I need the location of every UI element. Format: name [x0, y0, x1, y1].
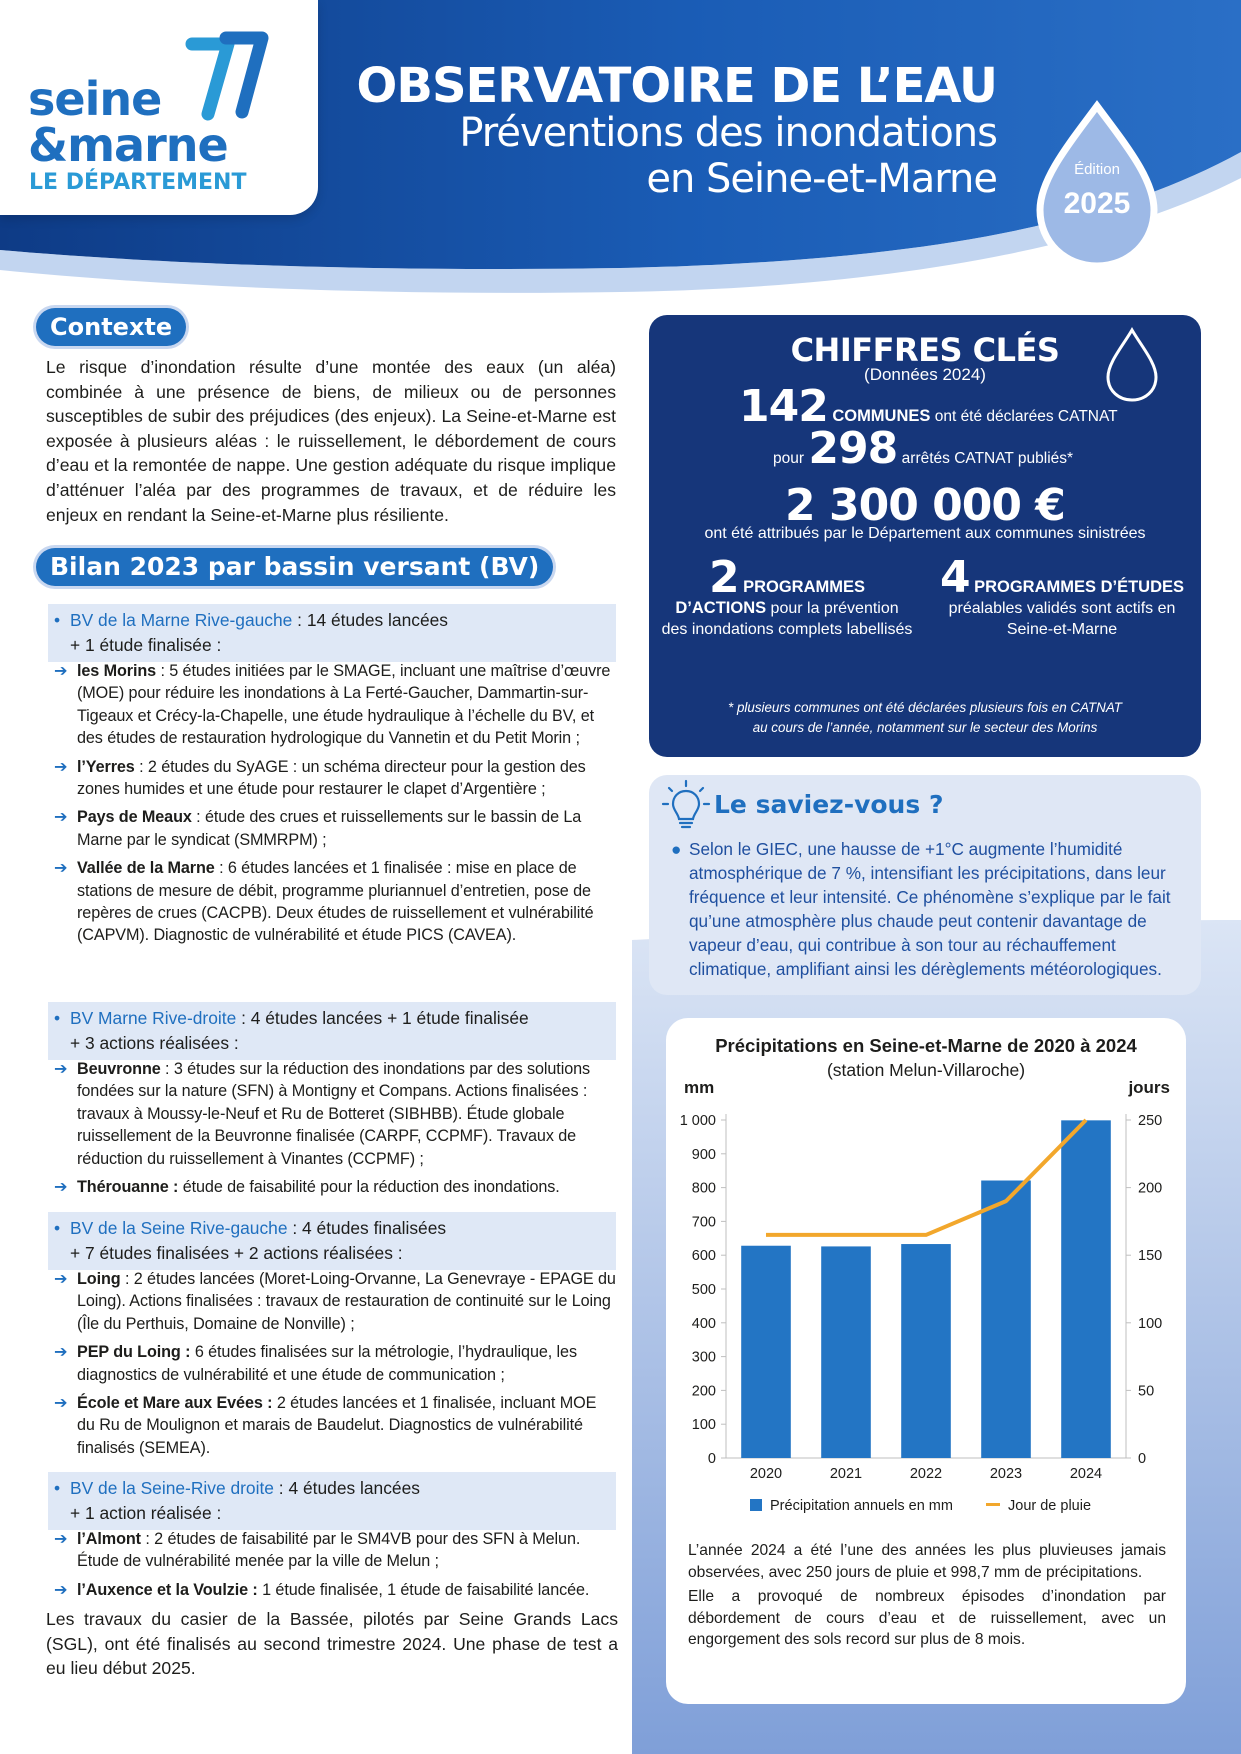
precipitation-chart — [666, 1018, 1186, 1488]
logo-77-icon — [182, 28, 274, 128]
chart-left-axis-unit: mm — [684, 1078, 715, 1097]
bv-section-header — [48, 1472, 616, 1530]
chart-right-tick-label: 100 — [1138, 1315, 1163, 1332]
key-figures-panel — [649, 315, 1201, 757]
logo-text-marne: &marne — [28, 118, 228, 172]
chart-left-tick-label: 100 — [691, 1417, 716, 1434]
chart-right-tick-label: 150 — [1138, 1248, 1163, 1265]
bv-item-list — [50, 1528, 618, 1607]
chart-right-tick-label: 50 — [1138, 1383, 1155, 1400]
chart-x-tick-label: 2023 — [989, 1466, 1023, 1482]
arrow-right-icon: ➔ — [54, 662, 68, 680]
page-subtitle-line1: Préventions des inondations — [459, 110, 997, 156]
programmes-actions-text: pour la prévention des inondations complets labellisés — [661, 600, 913, 638]
arretes-text: arrêtés CATNAT publiés* — [901, 450, 1074, 467]
item-label: l’Yerres — [77, 757, 135, 776]
chart-left-tick-label: 500 — [691, 1282, 716, 1298]
item-text: : étude des crues et ruissellements sur le bassin de La Marne par le syndicat (SMMRPM) ; — [77, 808, 582, 849]
bv-item-list — [50, 1058, 618, 1204]
arrow-right-icon: ➔ — [54, 808, 68, 827]
chart-title: Précipitations en Seine-et-Marne de 2020 à 2024 — [715, 1035, 1137, 1056]
item-text: : 6 études lancées et 1 finalisée : mise en place de stations de mesure de débit, programme pluriannuel d’entretien, pose de repères de crues (CACPB). Deux études de ruissellement et vulnérabilité (CAPVM). Diagnostic de vulnérabilité et étude PICS (CAVEA). — [77, 859, 594, 945]
legend-bar-swatch — [750, 1499, 762, 1511]
bv-summary-line2: + 3 actions réalisées : — [70, 1033, 239, 1053]
bv-section-header — [48, 604, 616, 662]
list-item — [50, 1392, 618, 1459]
item-label: École et Mare aux Evées : — [77, 1394, 273, 1413]
bv-section-header — [48, 1212, 616, 1270]
communes-text: ont été déclarées CATNAT — [930, 408, 1118, 425]
chart-left-tick-label: 300 — [691, 1349, 716, 1366]
arrow-right-icon: ➔ — [54, 1530, 68, 1548]
closing-paragraph: Les travaux du casier de la Bassée, pilotés par Seine Grands Lacs (SGL), ont été finalisés au second trimestre 2024. Une phase de test a eu lieu début 2025. — [46, 1609, 618, 1679]
key-figures-footnote — [679, 698, 1171, 738]
list-item — [50, 660, 618, 750]
did-you-know-paragraph — [671, 837, 1187, 981]
bv-item-list — [50, 660, 618, 953]
chart-x-tick-label: 2020 — [749, 1466, 783, 1482]
logo-text-seine: seine — [28, 72, 162, 126]
list-item — [50, 857, 618, 947]
arrow-right-icon: ➔ — [54, 1580, 68, 1599]
arretes-prefix: pour — [773, 450, 809, 467]
legend-label: Précipitation annuels en mm — [770, 1498, 953, 1514]
legend-label: Jour de pluie — [1008, 1498, 1092, 1514]
bv-name: BV de la Seine Rive-gauche — [70, 1218, 288, 1238]
legend-line-swatch — [986, 1503, 1000, 1506]
key-figures-title: CHIFFRES CLÉS — [790, 331, 1060, 369]
item-label: l’Almont — [77, 1530, 141, 1548]
arrow-right-icon: ➔ — [54, 1270, 68, 1288]
arrow-right-icon: ➔ — [54, 1178, 68, 1197]
item-text: : 5 études initiées par le SMAGE, incluant une maîtrise d’œuvre (MOE) pour réduire les inondations à La Ferté-Gaucher, Dammartin-sur-Tigeaux et Crécy-la-Chapelle, une étude hydraulique à l’échelle du BV, et des études de restauration hydrologique du Vannetin et du Petit Morin ; — [77, 662, 611, 748]
item-text: 1 étude finalisée, 1 étude de faisabilité lancée. — [257, 1580, 590, 1599]
edition-drop-icon — [1032, 100, 1162, 272]
item-label: PEP du Loing : — [77, 1343, 191, 1362]
communes-value: 142 — [739, 381, 828, 432]
item-text: étude de faisabilité pour la réduction des inondations. — [178, 1178, 560, 1197]
chart-left-tick-label: 800 — [691, 1180, 716, 1197]
item-text: : 2 études lancées (Moret-Loing-Orvanne, La Genevraye - EPAGE du Loing). Actions finalisées : travaux de restauration de continuité sur le Loing (Île du Perthuis, Domaine de Nonville) ; — [77, 1270, 616, 1333]
item-text: 2 études lancées et 1 finalisée, incluant MOE du Ru de Moulignon et marais de Baudelut. Diagnostics de vulnérabilité finalisés (SEMEA). — [77, 1394, 597, 1457]
bullet-icon: • — [54, 1008, 61, 1028]
precipitation-chart-card — [666, 1018, 1186, 1704]
contexte-heading: Contexte — [36, 308, 186, 346]
arrow-right-icon: ➔ — [54, 859, 68, 878]
chart-bar — [981, 1181, 1031, 1458]
chart-x-tick-label: 2022 — [909, 1466, 943, 1482]
did-you-know-title: Le saviez-vous ? — [714, 790, 944, 819]
logo-panel — [0, 0, 318, 215]
item-text: : 2 études du SyAGE : un schéma directeur pour la gestion des zones humides et une étude pour restaurer le clapet d’Argentière ; — [77, 757, 586, 799]
chart-bar — [901, 1244, 951, 1458]
chart-right-axis-unit: jours — [1128, 1078, 1170, 1097]
chart-line-rain-days — [766, 1120, 1086, 1235]
list-item — [50, 756, 618, 801]
item-text: 6 études finalisées sur la métrologie, l’hydraulique, les diagnostics de vulnérabilité et une étude de communication ; — [77, 1343, 577, 1384]
list-item — [50, 1058, 618, 1170]
chart-left-tick-label: 0 — [707, 1451, 716, 1467]
bv-name: BV de la Seine-Rive droite — [70, 1478, 274, 1498]
chart-bar — [821, 1246, 871, 1458]
bullet-icon: • — [54, 1218, 61, 1238]
arretes-value: 298 — [808, 423, 898, 474]
bv-section-header — [48, 1002, 616, 1060]
bilan-heading: Bilan 2023 par bassin versant (BV) — [36, 548, 553, 586]
legend-item-precipitation — [750, 1498, 953, 1514]
bv-summary: : 4 études lancées + 1 étude finalisée — [236, 1008, 529, 1028]
list-item — [50, 1176, 618, 1198]
lightbulb-icon — [661, 779, 711, 833]
bv-summary: : 4 études lancées — [273, 1478, 420, 1498]
item-text: : 3 études sur la réduction des inondations par des solutions fondées sur la nature (SFN) à Montigny et Compans. Actions finalisées : travaux à Moussy-le-Neuf et Ru de Botteret (SIBHBB). Étude globale ruissellement de la Beuvronne finalisée (CARPF, CCPMF). Travaux de réduction du ruissellement à Vinantes (CCPMF) ; — [77, 1060, 590, 1168]
page-subtitle-line2: en Seine-et-Marne — [646, 156, 997, 202]
chart-left-tick-label: 900 — [691, 1146, 716, 1163]
item-text: : 2 études de faisabilité par le SM4VB pour des SFN à Melun. Étude de vulnérabilité menée par la ville de Melun ; — [77, 1530, 581, 1571]
programmes-etudes-text: préalables validés sont actifs en Seine-et-Marne — [948, 600, 1176, 638]
chart-comment-1: L’année 2024 a été l’une des années les plus pluvieuses jamais observées, avec 250 jours de pluie et 998,7 mm de précipitations. — [688, 1542, 1166, 1581]
key-figures-subtitle: (Données 2024) — [864, 365, 986, 384]
programmes-actions-caps2: D’ACTIONS — [675, 599, 767, 617]
arrow-right-icon: ➔ — [54, 757, 68, 776]
bv-name: BV Marne Rive-droite — [70, 1008, 237, 1028]
item-label: l’Auxence et la Voulzie : — [77, 1580, 258, 1599]
money-text: ont été attribués par le Département aux communes sinistrées — [704, 525, 1146, 542]
footnote-line2: au cours de l’année, notamment sur le secteur des Morins — [752, 720, 1098, 735]
bullet-icon: • — [54, 610, 61, 630]
programmes-etudes-value: 4 — [939, 552, 970, 603]
item-label: Thérouanne : — [77, 1178, 179, 1197]
bv-item-list — [50, 1268, 618, 1465]
communes-caps: COMMUNES — [832, 407, 931, 425]
chart-x-tick-label: 2021 — [829, 1466, 863, 1482]
money-value: 2 300 000 € — [785, 480, 1065, 531]
did-you-know-panel — [649, 775, 1201, 995]
header-banner — [0, 0, 1241, 300]
bv-summary-line2: + 1 étude finalisée : — [70, 635, 222, 655]
item-label: Vallée de la Marne — [77, 859, 215, 878]
chart-subtitle: (station Melun-Villaroche) — [826, 1060, 1026, 1080]
programmes-etudes-figure — [931, 552, 1193, 640]
list-item — [50, 1528, 618, 1573]
arrow-right-icon: ➔ — [54, 1343, 68, 1362]
list-item — [50, 1268, 618, 1335]
edition-label: Édition — [1074, 161, 1120, 178]
footnote-line1: * plusieurs communes ont été déclarées plusieurs fois en CATNAT — [728, 700, 1122, 715]
chart-comment-2: Elle a provoqué de nombreux épisodes d’inondation par débordement de cours d’eau et de ruissellement, avec un engorgement des sols record sur plus de 8 mois. — [688, 1588, 1166, 1649]
item-label: les Morins — [77, 662, 157, 680]
page-title: OBSERVATOIRE DE L’EAU — [356, 58, 997, 114]
chart-bar — [1061, 1120, 1111, 1458]
bv-name: BV de la Marne Rive-gauche — [70, 610, 293, 630]
chart-bar — [741, 1246, 791, 1458]
item-label: Beuvronne — [77, 1060, 161, 1078]
list-item — [50, 1579, 618, 1601]
legend-item-rain-days — [986, 1498, 1091, 1514]
list-item — [50, 806, 618, 851]
programmes-actions-figure — [661, 552, 913, 640]
bullet-icon: ● — [671, 839, 682, 859]
list-item — [50, 1341, 618, 1386]
chart-right-tick-label: 200 — [1138, 1180, 1163, 1197]
arrow-right-icon: ➔ — [54, 1060, 68, 1078]
chart-left-tick-label: 700 — [691, 1214, 716, 1231]
chart-left-tick-label: 600 — [691, 1248, 716, 1265]
chart-left-tick-label: 200 — [691, 1383, 716, 1400]
chart-right-tick-label: 0 — [1138, 1451, 1147, 1467]
programmes-actions-value: 2 — [709, 552, 739, 603]
item-label: Loing — [77, 1270, 121, 1288]
chart-left-tick-label: 1 000 — [679, 1113, 716, 1129]
programmes-etudes-caps: PROGRAMMES D’ÉTUDES — [974, 578, 1184, 596]
arretes-figure — [773, 423, 1073, 474]
bv-summary-line2: + 1 action réalisée : — [70, 1503, 222, 1523]
bullet-icon: • — [54, 1478, 61, 1498]
bv-summary: : 14 études lancées — [292, 610, 449, 630]
programmes-actions-caps: PROGRAMMES — [743, 578, 865, 596]
money-figure — [649, 480, 1201, 531]
chart-left-tick-label: 400 — [691, 1315, 716, 1332]
logo-text-departement: LE DÉPARTEMENT — [29, 170, 247, 195]
bv-summary-line2: + 7 études finalisées + 2 actions réalisées : — [70, 1243, 403, 1263]
contexte-paragraph: Le risque d’inondation résulte d’une montée des eaux (un aléa) combinée à une présence de biens, de milieux ou de personnes susceptibles de subir des préjudices (des enjeux). La Seine-et-Marne est exposée à plusieurs aléas : le ruissellement, le débordement de cours d’eau et la remontée de nappe. Une gestion adéquate du risque implique d’atténuer l’aléa par des programmes de travaux, et de réduire les enjeux en rendant la Seine-et-Marne plus résiliente. — [46, 357, 616, 525]
arrow-right-icon: ➔ — [54, 1394, 68, 1413]
did-you-know-text: Selon le GIEC, une hausse de +1°C augmente l’humidité atmosphérique de 7 %, intensifiant les précipitations, dans leur fréquence et leur intensité. Ce phénomène s’explique par le fait qu’une atmosphère plus chaude peut contenir davantage de vapeur d’eau, qui contribue à son tour au réchauffement climatique, amplifiant ainsi les dérèglements météorologiques. — [689, 839, 1171, 979]
bv-summary: : 4 études finalisées — [287, 1218, 447, 1238]
chart-right-tick-label: 250 — [1138, 1113, 1163, 1129]
chart-x-tick-label: 2024 — [1069, 1466, 1103, 1482]
item-label: Pays de Meaux — [77, 808, 192, 827]
edition-year: 2025 — [1063, 187, 1131, 220]
